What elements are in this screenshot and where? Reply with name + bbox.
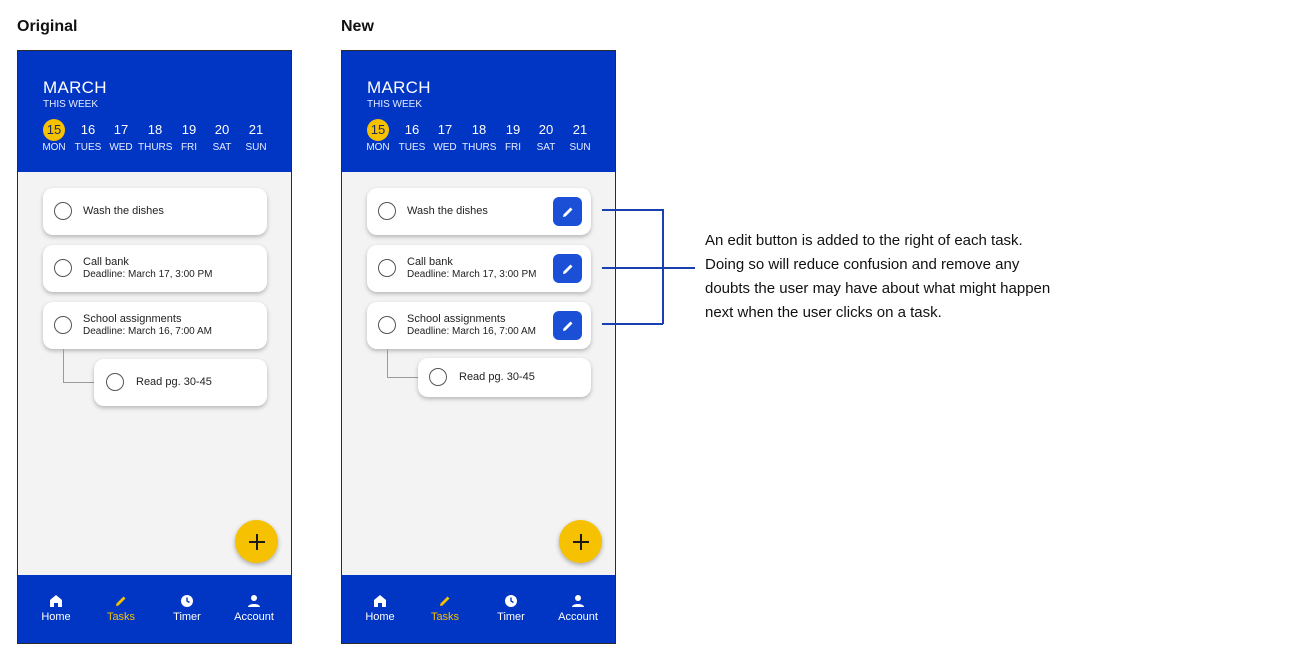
task-card-wash-dishes[interactable] xyxy=(43,188,267,235)
bottom-nav xyxy=(18,575,291,643)
nav-timer[interactable] xyxy=(481,593,541,623)
task-title: Wash the dishes xyxy=(407,205,488,217)
day-number: 21 xyxy=(248,122,264,137)
nav-home[interactable] xyxy=(350,593,410,623)
clock-icon xyxy=(180,593,194,609)
day-tues[interactable] xyxy=(395,119,429,153)
phone-original xyxy=(17,50,292,644)
task-card-call-bank[interactable] xyxy=(43,245,267,292)
day-name: MON xyxy=(42,142,66,153)
day-name: THURS xyxy=(462,142,497,153)
day-name: TUES xyxy=(74,142,102,153)
day-name: THURS xyxy=(138,142,173,153)
task-checkbox[interactable] xyxy=(106,373,124,391)
annotation-text xyxy=(705,229,1145,325)
nav-label: Home xyxy=(365,611,395,623)
day-number: 19 xyxy=(505,122,521,137)
day-thurs[interactable] xyxy=(138,119,172,153)
nav-label: Timer xyxy=(497,611,525,623)
nav-label: Account xyxy=(234,611,274,623)
day-name: FRI xyxy=(180,142,198,153)
task-checkbox[interactable] xyxy=(54,202,72,220)
home-icon xyxy=(373,593,387,609)
subtask-connector xyxy=(387,349,418,378)
bracket-tick-top xyxy=(602,209,663,211)
day-number: 20 xyxy=(538,122,554,137)
task-checkbox[interactable] xyxy=(54,316,72,334)
day-tues[interactable] xyxy=(71,119,105,153)
caption-original: Original xyxy=(17,18,78,35)
day-fri[interactable] xyxy=(496,119,530,153)
day-name: TUES xyxy=(398,142,426,153)
task-deadline: Deadline: March 17, 3:00 PM xyxy=(83,269,213,280)
task-title: Wash the dishes xyxy=(83,205,164,217)
pencil-icon xyxy=(438,593,452,609)
annotation-line: Doing so will reduce confusion and remove any xyxy=(705,256,1020,273)
caption-new: New xyxy=(341,18,374,35)
nav-tasks[interactable] xyxy=(415,593,475,623)
nav-tasks[interactable] xyxy=(91,593,151,623)
phone-new xyxy=(341,50,616,644)
day-number: 16 xyxy=(404,122,420,137)
bracket-tick-middle xyxy=(602,267,695,269)
day-sun[interactable] xyxy=(239,119,273,153)
day-sat[interactable] xyxy=(205,119,239,153)
day-name: WED xyxy=(109,142,133,153)
day-wed[interactable] xyxy=(104,119,138,153)
bracket-spine xyxy=(662,209,664,324)
task-title: Call bank xyxy=(83,256,129,268)
day-wed[interactable] xyxy=(428,119,462,153)
day-name: SUN xyxy=(245,142,267,153)
edit-task-button[interactable] xyxy=(553,254,582,283)
annotation-line: doubts the user may have about what might happen xyxy=(705,280,1051,297)
task-deadline: Deadline: March 16, 7:00 AM xyxy=(407,326,536,337)
task-deadline: Deadline: March 17, 3:00 PM xyxy=(407,269,537,280)
day-number: 16 xyxy=(80,122,96,137)
task-checkbox[interactable] xyxy=(54,259,72,277)
nav-label: Home xyxy=(41,611,71,623)
annotation-line: An edit button is added to the right of each task. xyxy=(705,232,1023,249)
day-number: 20 xyxy=(214,122,230,137)
person-icon xyxy=(571,593,585,609)
day-thurs[interactable] xyxy=(462,119,496,153)
nav-account[interactable] xyxy=(548,593,608,623)
plus-icon xyxy=(247,532,267,552)
task-card-wash-dishes[interactable] xyxy=(367,188,591,235)
month-title: MARCH xyxy=(367,78,431,97)
person-icon xyxy=(247,593,261,609)
day-fri[interactable] xyxy=(172,119,206,153)
annotation-line: next when the user clicks on a task. xyxy=(705,304,942,321)
task-title: Read pg. 30-45 xyxy=(136,376,212,388)
task-checkbox[interactable] xyxy=(378,259,396,277)
add-task-button[interactable] xyxy=(235,520,278,563)
week-header xyxy=(18,51,291,172)
day-name: FRI xyxy=(504,142,522,153)
subtask-connector xyxy=(63,349,94,383)
plus-icon xyxy=(571,532,591,552)
nav-account[interactable] xyxy=(224,593,284,623)
nav-label: Tasks xyxy=(430,611,460,623)
task-card-school-assignments[interactable] xyxy=(367,302,591,349)
week-label: THIS WEEK xyxy=(43,99,99,110)
day-number: 18 xyxy=(147,122,163,137)
week-header xyxy=(342,51,615,172)
home-icon xyxy=(49,593,63,609)
task-title: Read pg. 30-45 xyxy=(459,371,535,383)
day-sun[interactable] xyxy=(563,119,597,153)
task-deadline: Deadline: March 16, 7:00 AM xyxy=(83,326,212,337)
day-name: WED xyxy=(433,142,457,153)
clock-icon xyxy=(504,593,518,609)
task-card-call-bank[interactable] xyxy=(367,245,591,292)
task-checkbox[interactable] xyxy=(378,202,396,220)
edit-task-button[interactable] xyxy=(553,197,582,226)
task-title: School assignments xyxy=(407,313,506,325)
subtask-card-read[interactable] xyxy=(418,358,591,397)
nav-label: Tasks xyxy=(106,611,136,623)
subtask-card-read[interactable] xyxy=(94,359,267,406)
day-number: 19 xyxy=(181,122,197,137)
nav-home[interactable] xyxy=(26,593,86,623)
day-name: SUN xyxy=(569,142,591,153)
nav-timer[interactable] xyxy=(157,593,217,623)
pencil-icon xyxy=(561,319,575,333)
nav-label: Timer xyxy=(173,611,201,623)
add-task-button[interactable] xyxy=(559,520,602,563)
nav-label: Account xyxy=(558,611,598,623)
day-name: SAT xyxy=(536,142,556,153)
day-number: 17 xyxy=(113,122,129,137)
edit-task-button[interactable] xyxy=(553,311,582,340)
task-checkbox[interactable] xyxy=(378,316,396,334)
task-checkbox[interactable] xyxy=(429,368,447,386)
pencil-icon xyxy=(561,262,575,276)
day-number: 21 xyxy=(572,122,588,137)
day-number: 18 xyxy=(471,122,487,137)
day-name: SAT xyxy=(212,142,232,153)
day-number: 17 xyxy=(437,122,453,137)
day-name: MON xyxy=(366,142,390,153)
day-mon[interactable] xyxy=(361,119,395,153)
day-number: 15 xyxy=(43,119,65,141)
pencil-icon xyxy=(561,205,575,219)
month-title: MARCH xyxy=(43,78,107,97)
task-title: Call bank xyxy=(407,256,453,268)
day-mon[interactable] xyxy=(37,119,71,153)
week-label: THIS WEEK xyxy=(367,99,423,110)
day-number: 15 xyxy=(367,119,389,141)
task-card-school-assignments[interactable] xyxy=(43,302,267,349)
pencil-icon xyxy=(114,593,128,609)
day-sat[interactable] xyxy=(529,119,563,153)
bottom-nav xyxy=(342,575,615,643)
bracket-tick-bottom xyxy=(602,323,663,325)
task-title: School assignments xyxy=(83,313,182,325)
